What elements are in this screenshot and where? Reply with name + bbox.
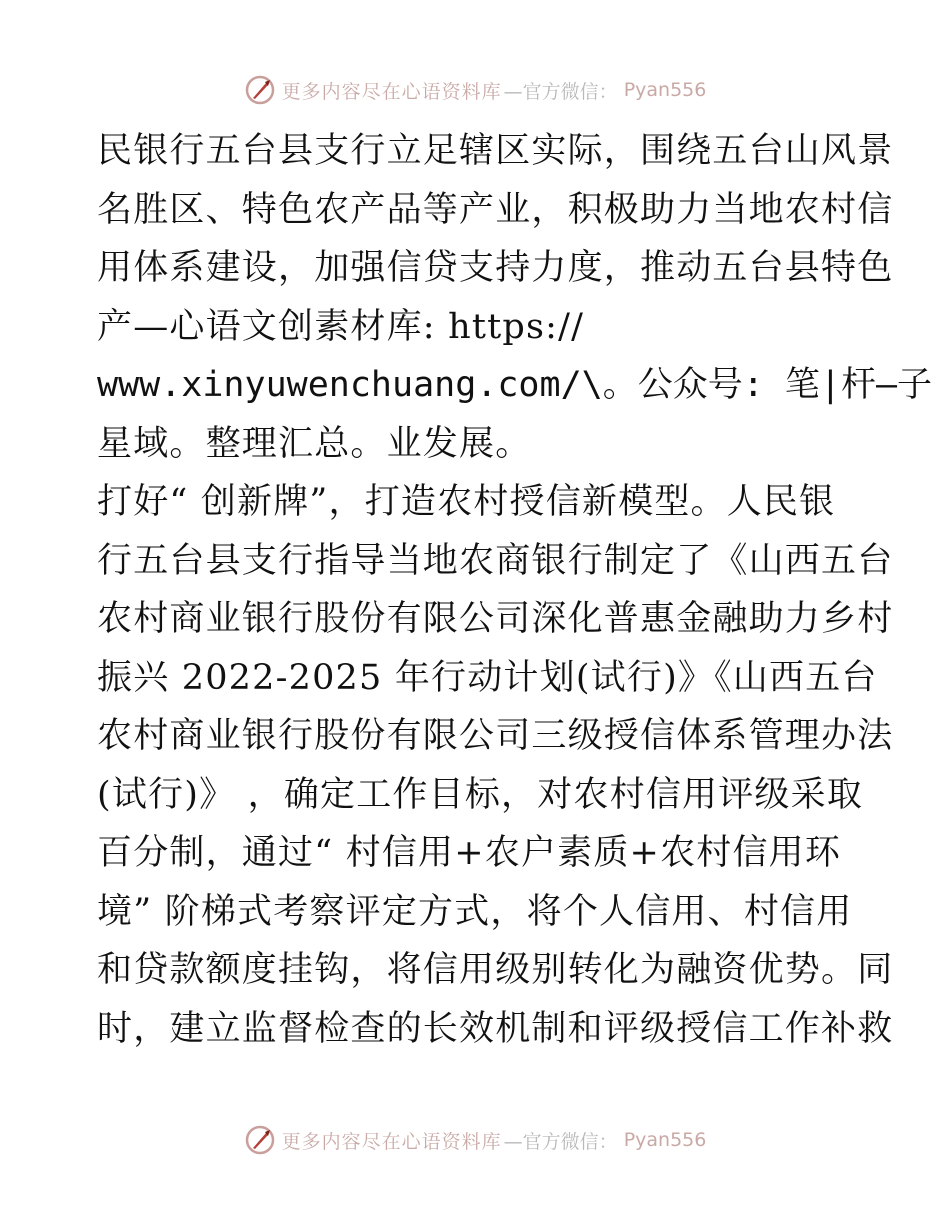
- quill-logo-icon: [244, 1124, 276, 1156]
- watermark-text: 更多内容尽在心语资料库: [281, 1130, 502, 1153]
- text-line: 行五台县支行指导当地农商银行制定了《山西五台: [97, 540, 894, 581]
- watermark-side-text: —官方微信：: [503, 80, 618, 103]
- document-body: [97, 122, 933, 1058]
- text-line: www.xinyuwenchuang.com/\。公众号: 笔|杆—子: [97, 365, 933, 405]
- text-line: 时，建立监督检查的长效机制和评级授信工作补救: [97, 1008, 894, 1049]
- paragraph-2: [97, 473, 894, 1058]
- paragraph-1: [97, 122, 933, 473]
- text-line: 打好“ 创新牌”，打造农村授信新模型。人民银: [97, 482, 836, 522]
- text-line: 民银行五台县支行立足辖区实际，围绕五台山风景: [97, 131, 894, 171]
- watermark-side-text: —官方微信：: [503, 1130, 618, 1153]
- text-line: 境” 阶梯式考察评定方式，将个人信用、村信用: [97, 891, 853, 932]
- watermark-wechat-id: Pyan556: [623, 1129, 707, 1151]
- text-line: 用体系建设，加强信贷支持力度，推动五台县特色: [97, 248, 894, 288]
- watermark-wechat-id: Pyan556: [623, 79, 707, 101]
- watermark-text: 更多内容尽在心语资料库: [281, 80, 502, 103]
- text-line: 产—心语文创素材库: https://: [97, 306, 585, 347]
- text-line: 名胜区、特色农产品等产业，积极助力当地农村信: [97, 189, 894, 230]
- text-line: 星域。整理汇总。业发展。: [97, 423, 532, 464]
- quill-logo-icon: [244, 74, 276, 106]
- text-line: 和贷款额度挂钩，将信用级别转化为融资优势。同: [97, 950, 894, 990]
- text-line: 农村商业银行股份有限公司深化普惠金融助力乡村: [97, 599, 894, 639]
- text-line: 振兴 2022-2025 年行动计划(试行)》《山西五台: [97, 657, 878, 698]
- footer-watermark-banner: [0, 1120, 950, 1160]
- text-line: 农村商业银行股份有限公司三级授信体系管理办法: [97, 716, 894, 756]
- header-watermark-banner: [0, 70, 950, 110]
- text-line: 百分制，通过“ 村信用+农户素质+农村信用环: [97, 833, 842, 873]
- text-line: (试行)》 ，确定工作目标，对农村信用评级采取: [97, 774, 864, 815]
